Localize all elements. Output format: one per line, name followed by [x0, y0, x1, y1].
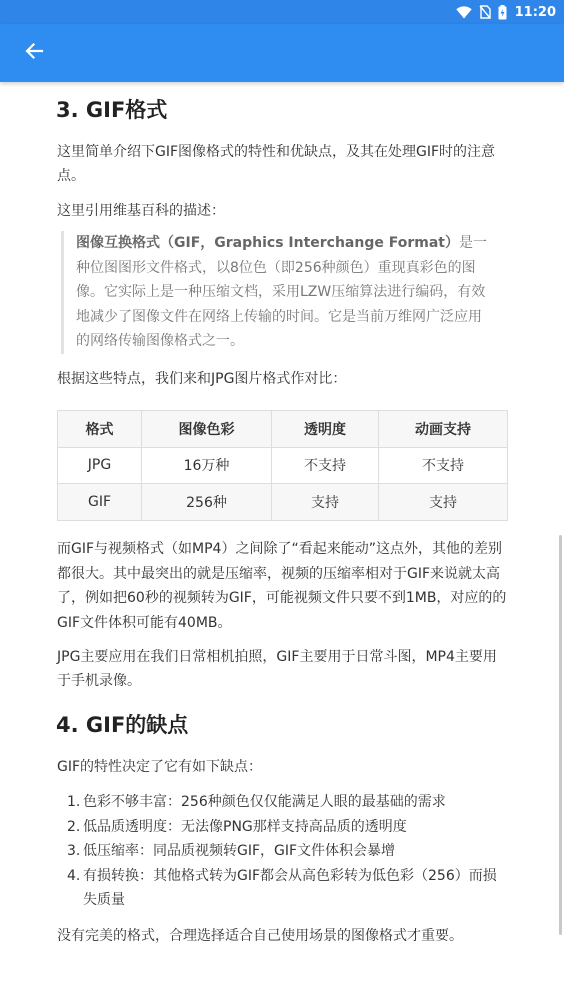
arrow-left-icon: [24, 41, 44, 65]
table-cell: 支持: [272, 484, 379, 521]
no-sim-icon: [479, 5, 491, 19]
video-compare-paragraph: 而GIF与视频格式（如MP4）之间除了“看起来能动”这点外，其他的差别都很大。其中最突出的就是压缩率，视频的压缩率相对于GIF来说就太高了，例如把60秒的视频转为GIF，可能视频文件只要不到1MB，对应的的GIF文件体积可能有40MB。: [57, 541, 507, 631]
table-cell: 不支持: [272, 447, 379, 484]
list-item-text: 有损转换：其他格式转为GIF都会从高色彩转为低色彩（256）而损失质量: [83, 867, 497, 908]
defects-intro-paragraph: GIF的特性决定了它有如下缺点：: [57, 759, 263, 775]
gif-intro-paragraph: 这里简单介绍下GIF图像格式的特性和优缺点，及其在处理GIF时的注意点。: [57, 144, 496, 184]
table-cell: 256种: [142, 484, 272, 521]
table-header-cell: 动画支持: [379, 411, 508, 448]
quote-bold-text: 图像互换格式（GIF，Graphics Interchange Format）: [76, 235, 459, 251]
app-bar: [0, 24, 564, 82]
list-item-number: 4.: [67, 867, 81, 884]
table-row: [58, 447, 508, 484]
wiki-intro-paragraph: 这里引用维基百科的描述：: [57, 203, 225, 219]
list-item-text: 低压缩率：同品质视频转GIF，GIF文件体积会暴增: [83, 843, 396, 859]
list-item: [67, 815, 507, 840]
quote-text: 是一种位图图形文件格式，以8位色（即256种颜色）重现真彩色的图像。它实际上是一种压缩文档，采用LZW压缩算法进行编码，有效地减少了图像文件在网络上传输的时间。它是当前万维网广泛应用的网络传输图像格式之一。: [76, 235, 487, 349]
table-header-row: [58, 411, 508, 448]
scrollbar[interactable]: [559, 535, 562, 935]
compare-intro-paragraph: 根据这些特点，我们来和JPG图片格式作对比：: [57, 371, 347, 387]
defects-list: [67, 790, 507, 913]
usage-paragraph: JPG主要应用在我们日常相机拍照，GIF主要用于日常斗图，MP4主要用于手机录像。: [57, 649, 497, 689]
list-item: [67, 839, 507, 864]
format-comparison-table: [57, 410, 508, 521]
table-header-cell: 透明度: [272, 411, 379, 448]
wiki-blockquote: [61, 231, 491, 354]
conclusion-paragraph: 没有完美的格式，合理选择适合自己使用场景的图像格式才重要。: [57, 928, 463, 944]
table-cell: 不支持: [379, 447, 508, 484]
article-content: [0, 82, 564, 1002]
list-item: [67, 790, 507, 815]
wifi-icon: [456, 6, 472, 19]
table-cell: JPG: [58, 447, 142, 484]
status-time: 11:20: [514, 4, 556, 20]
table-row: [58, 484, 508, 521]
list-item: [67, 864, 507, 913]
section-heading-gif-format: 3. GIF格式: [56, 98, 168, 122]
battery-icon: [498, 5, 507, 20]
list-item-text: 低品质透明度：无法像PNG那样支持高品质的透明度: [83, 818, 407, 835]
table-cell: 支持: [379, 484, 508, 521]
table-header-cell: 图像色彩: [142, 411, 272, 448]
list-item-number: 3.: [67, 843, 81, 859]
status-bar: [0, 0, 564, 24]
list-item-number: 1.: [67, 794, 81, 810]
list-item-text: 色彩不够丰富：256种颜色仅仅能满足人眼的最基础的需求: [83, 794, 446, 810]
back-button[interactable]: [14, 33, 54, 73]
table-cell: 16万种: [142, 447, 272, 484]
list-item-number: 2.: [67, 818, 81, 835]
table-cell: GIF: [58, 484, 142, 521]
section-heading-gif-defects: 4. GIF的缺点: [56, 713, 189, 737]
table-header-cell: 格式: [58, 411, 142, 448]
